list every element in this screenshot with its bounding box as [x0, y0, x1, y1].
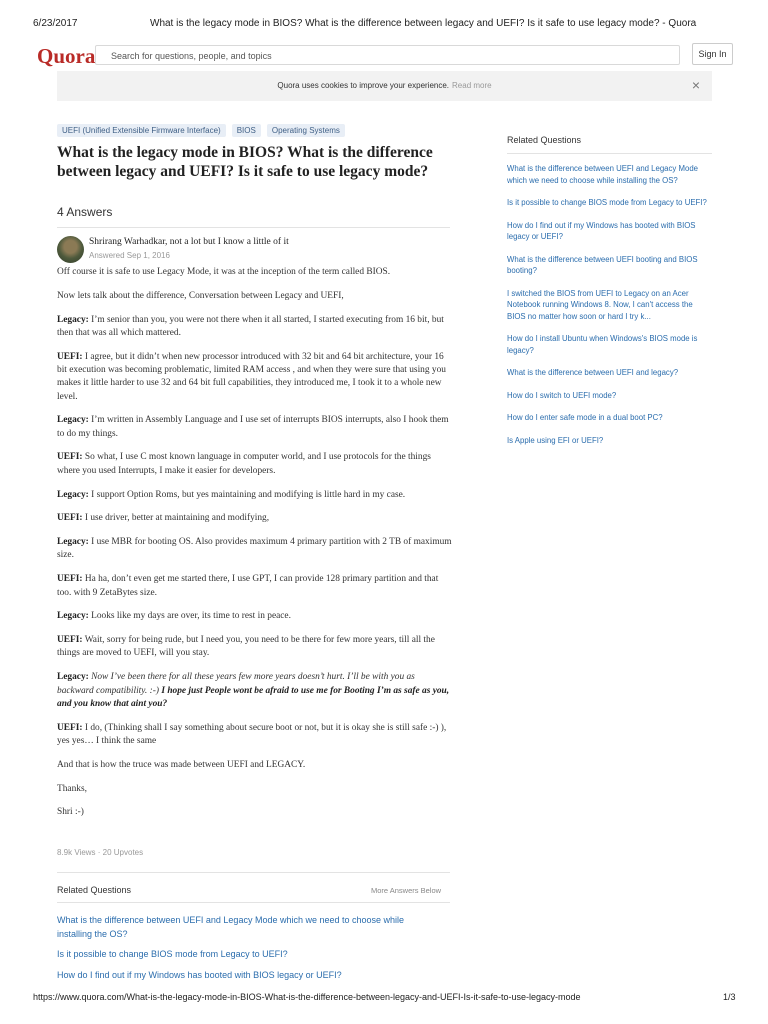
sidebar-question-link[interactable]: Is Apple using EFI or UEFI? [507, 435, 604, 445]
speaker-label: Legacy: [57, 611, 89, 622]
sidebar-question-link[interactable]: What is the difference between UEFI booting and BIOS booting? [507, 254, 698, 275]
related-question-list [57, 914, 437, 989]
avatar[interactable] [57, 236, 84, 263]
divider [57, 902, 450, 903]
sidebar-divider [507, 153, 712, 154]
related-question-link[interactable]: How do I find out if my Windows has booted with BIOS legacy or UEFI? [57, 969, 342, 980]
print-url: https://www.quora.com/What-is-the-legacy-mode-in-BIOS-What-is-the-difference-between-legacy-and-UEFI-Is-it-safe-to-use-legacy-mode [33, 992, 581, 1002]
answer-paragraph: Legacy: I’m written in Assembly Language and I use set of interrupts BIOS interrupts, also I hook them to do my things. [57, 415, 449, 439]
quora-logo[interactable]: Quora [37, 44, 96, 68]
topic-list [57, 124, 345, 137]
answer-paragraph: Off course it is safe to use Legacy Mode, it was at the inception of the term called BIOS. [57, 267, 391, 277]
speaker-label: Legacy: [57, 415, 89, 426]
sidebar-question-link[interactable]: I switched the BIOS from UEFI to Legacy on an Acer Notebook running Windows 8. Now, I can't access the BIOS no matter how soon or hard I try k... [507, 288, 693, 321]
print-page-number: 1/3 [723, 992, 736, 1002]
answer-paragraph: Legacy: I support Option Roms, but yes maintaining and modifying is little hard in my case. [57, 489, 406, 500]
speaker-label: UEFI: [57, 452, 83, 463]
topic-uefi[interactable]: UEFI (Unified Extensible Firmware Interface) [57, 124, 226, 137]
speaker-label: UEFI: [57, 722, 83, 733]
answer-paragraph: UEFI: Ha ha, don’t even get me started there, I use GPT, I can provide 128 primary partition and that too. with 9 ZetaBytes size. [57, 574, 439, 598]
cookie-text: Quora uses cookies to improve your experience. [277, 81, 450, 90]
answers-count: 4 Answers [57, 205, 113, 219]
print-date: 6/23/2017 [33, 18, 78, 29]
answer-paragraph: Thanks, [57, 783, 87, 794]
speaker-label: Legacy: [57, 537, 89, 548]
answer-paragraph: Legacy: I use MBR for booting OS. Also provides maximum 4 primary partition with 2 TB of maximum size. [57, 537, 452, 561]
read-more-link[interactable]: Read more [452, 81, 492, 90]
speaker-label: UEFI: [57, 574, 83, 585]
sidebar-question-list [507, 163, 712, 457]
answer-paragraph: And that is how the truce was made between UEFI and LEGACY. [57, 759, 306, 770]
related-questions-header: Related Questions [57, 885, 132, 895]
answer-paragraph: UEFI: I agree, but it didn’t when new processor introduced with 32 bit and 64 bit architecture, your 16 bit execution was becoming problematic, limited RAM access , and when they were sure that using you makes it little harder to use 32 and 64 bit full capabilities, they introduced me, I took it to a whole new level. [57, 351, 446, 402]
answer-paragraph: Legacy: I’m senior than you, you were not there when it all started, I started executing from 16 bit, but then that was all which mattered. [57, 314, 444, 338]
divider [57, 872, 450, 873]
answered-date[interactable]: Answered Sep 1, 2016 [89, 251, 170, 260]
speaker-label: UEFI: [57, 635, 83, 646]
answer-paragraph: UEFI: I do, (Thinking shall I say something about secure boot or not, but it is okay she is still safe :-) ), yes yes… I think the same [57, 722, 447, 746]
sidebar-question-link[interactable]: How do I enter safe mode in a dual boot PC? [507, 413, 663, 422]
more-answers-below: More Answers Below [371, 886, 442, 895]
speaker-label: Legacy: [57, 672, 89, 683]
answer-stats[interactable]: 8.9k Views · 20 Upvotes [57, 848, 144, 857]
topic-bios[interactable]: BIOS [232, 124, 261, 137]
sidebar-question-link[interactable]: How do I find out if my Windows has booted with BIOS legacy or UEFI? [507, 220, 696, 241]
cookie-banner [57, 71, 712, 101]
search-input[interactable]: Search for questions, people, and topics [95, 45, 680, 65]
answer-paragraph: Legacy: Looks like my days are over, its time to rest in peace. [57, 611, 291, 622]
answer-paragraph: Legacy: Now I’ve been there for all these years few more years doesn’t hurt. I’ll be with you as backward compatibility. :-) I hope just People wont be afraid to use me for Booting I’m as safe as you, and you know that aint you? [57, 672, 450, 709]
answer-paragraph: UEFI: I use driver, better at maintaining and modifying, [57, 513, 270, 524]
topic-operating-systems[interactable]: Operating Systems [267, 124, 345, 137]
sidebar-title: Related Questions [507, 135, 582, 145]
divider [57, 227, 450, 228]
sidebar-question-link[interactable]: How do I switch to UEFI mode? [507, 390, 617, 400]
close-icon[interactable]: × [691, 77, 701, 93]
sidebar-question-link[interactable]: Is it possible to change BIOS mode from Legacy to UEFI? [507, 198, 707, 207]
answer-content [57, 266, 453, 830]
related-question-link[interactable]: Is it possible to change BIOS mode from Legacy to UEFI? [57, 949, 288, 959]
speaker-label: UEFI: [57, 351, 83, 362]
speaker-label: UEFI: [57, 513, 83, 524]
print-title: What is the legacy mode in BIOS? What is the difference between legacy and UEFI? Is it safe to use legacy mode? - Quora [150, 18, 697, 29]
sidebar-question-link[interactable]: How do I install Ubuntu when Windows's BIOS mode is legacy? [507, 334, 698, 355]
answer-paragraph: UEFI: So what, I use C most known language in computer world, and I use protocols for the things where you used Interrupts, I make it easier for developers. [57, 452, 431, 476]
speaker-label: Legacy: [57, 489, 89, 500]
answer-paragraph: UEFI: Wait, sorry for being rude, but I need you, you need to be there for few more years, till all the things are moved to UEFI, will you stay. [57, 635, 435, 659]
question-title: What is the legacy mode in BIOS? What is the difference between legacy and UEFI? Is it safe to use legacy mode? [57, 144, 433, 180]
sidebar-question-link[interactable]: What is the difference between UEFI and Legacy Mode which we need to choose while installing the OS? [507, 164, 698, 185]
related-question-link[interactable]: What is the difference between UEFI and Legacy Mode which we need to choose while installing the OS? [57, 915, 405, 939]
speaker-label: Legacy: [57, 314, 89, 325]
answer-paragraph: Shri :-) [57, 807, 84, 818]
sidebar-question-link[interactable]: What is the difference between UEFI and legacy? [507, 368, 679, 377]
answer-paragraph: Now lets talk about the difference, Conversation between Legacy and UEFI, [57, 290, 344, 301]
author-name[interactable]: Shrirang Warhadkar, not a lot but I know a little of it [89, 237, 289, 247]
sign-in-button[interactable]: Sign In [692, 43, 733, 65]
